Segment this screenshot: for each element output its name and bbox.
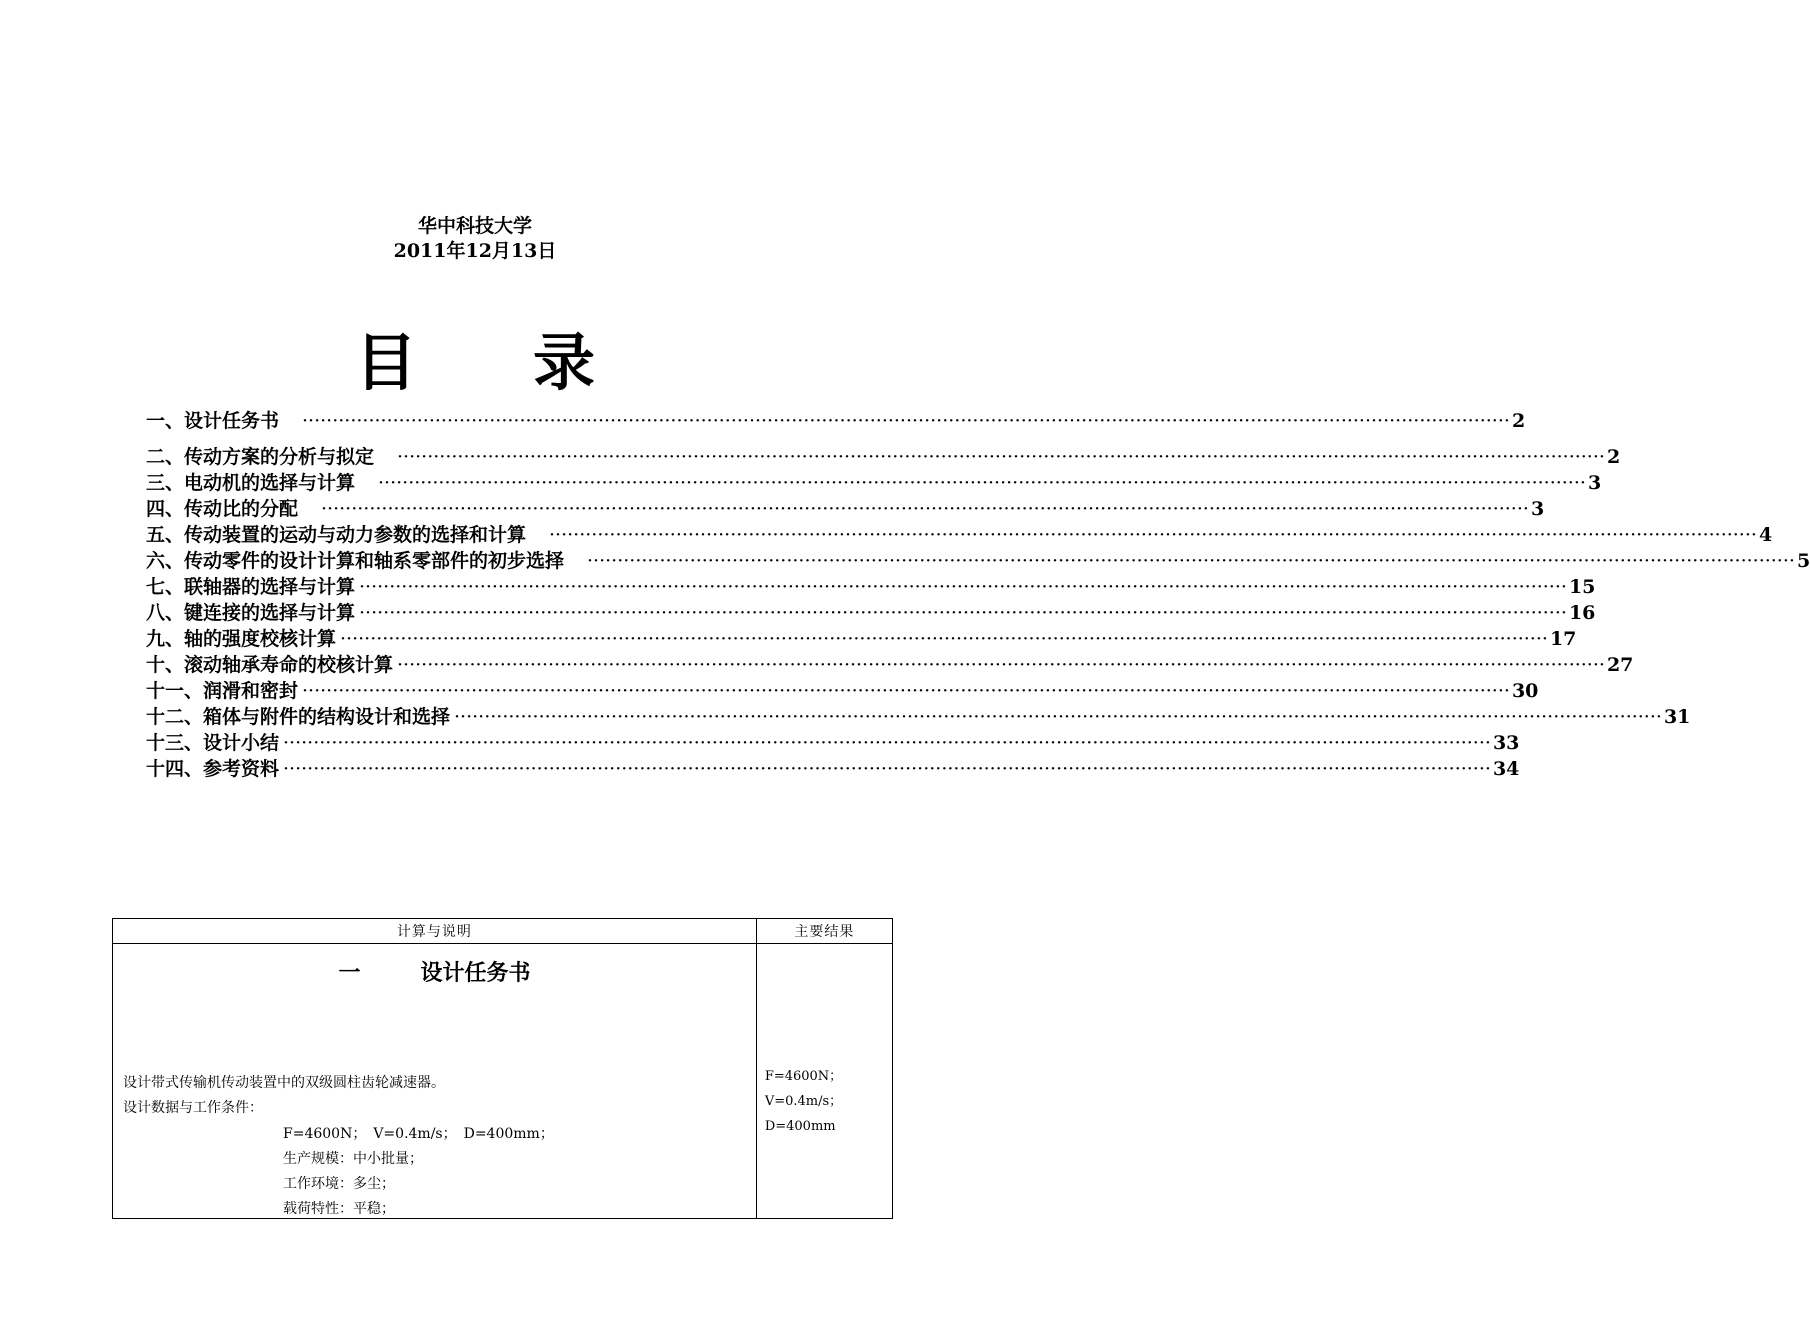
toc-item[interactable] [146,626,1577,652]
calculation-table [112,918,893,1219]
toc-item-page: 17 [1549,628,1577,650]
toc-item-label: 十三、设计小结 [146,732,280,754]
toc-item-page: 34 [1492,758,1520,780]
toc-item-page: 4 [1758,524,1773,546]
intro-text: 设计带式传输机传动装置中的双级圆柱齿轮减速器。 [123,1075,445,1091]
table-header-row [113,919,893,944]
toc-item-label: 九、轴的强度校核计算 [146,628,337,650]
toc-item[interactable] [146,408,1526,434]
toc-title-right: 录 [533,326,596,399]
toc-item-label: 四、传动比的分配 [146,498,318,520]
conditions-label: 设计数据与工作条件： [123,1100,263,1116]
toc-leader-dots: ········································································································································································································ [302,410,1510,432]
section-title: 设计任务书 [420,960,531,986]
toc-leader-dots: ········································································································································································································ [340,628,1548,650]
header-results: 主要结果 [756,919,892,944]
toc-item-page: 15 [1568,576,1596,598]
toc-item[interactable] [146,730,1520,756]
toc-title [0,328,950,398]
toc-item[interactable] [146,470,1602,496]
result-velocity: V=0.4m/s； [764,1094,843,1109]
toc-leader-dots: ········································································································································································································ [454,706,1662,728]
toc-item[interactable] [146,756,1520,782]
toc-item[interactable] [146,704,1691,730]
toc-item-label: 二、传动方案的分析与拟定 [146,446,394,468]
toc-item[interactable] [146,652,1634,678]
scale-text: 生产规模：中小批量； [283,1151,423,1167]
environment-text: 工作环境：多尘； [283,1176,395,1192]
toc-item-page: 30 [1511,680,1539,702]
toc-leader-dots: ········································································································································································································ [587,550,1795,572]
toc-leader-dots: ········································································································································································································ [359,576,1567,598]
section-heading [113,956,756,987]
table-row [113,944,893,1219]
toc-title-left: 目 [354,326,417,399]
toc-item[interactable] [146,600,1596,626]
toc-leader-dots: ········································································································································································································ [397,446,1605,468]
result-diameter: D=400mm [764,1119,836,1134]
toc-item-page: 33 [1492,732,1520,754]
toc-item-page: 2 [1606,446,1621,468]
toc-item-label: 五、传动装置的运动与动力参数的选择和计算 [146,524,546,546]
toc-item-label: 六、传动零件的设计计算和轴系零部件的初步选择 [146,550,584,572]
toc-leader-dots: ········································································································································································································ [549,524,1757,546]
toc-item-page: 3 [1530,498,1545,520]
toc-item[interactable] [146,574,1596,600]
toc-item[interactable] [146,548,1810,574]
toc-item-page: 27 [1606,654,1634,676]
toc-leader-dots: ········································································································································································································ [359,602,1567,624]
section-number: 一 [338,960,361,986]
toc-item-label: 七、联轴器的选择与计算 [146,576,356,598]
params-text: F=4600N； V=0.4m/s； D=400mm； [283,1126,554,1142]
toc-item-page: 16 [1568,602,1596,624]
toc-item[interactable] [146,444,1621,470]
header-calculation: 计算与说明 [113,919,757,944]
calculation-cell [113,944,757,1219]
toc-item-page: 2 [1511,410,1526,432]
toc-item-label: 十一、润滑和密封 [146,680,299,702]
toc-leader-dots: ········································································································································································································ [378,472,1586,494]
toc-item-label: 八、键连接的选择与计算 [146,602,356,624]
toc-item-label: 十四、参考资料 [146,758,280,780]
university-name: 华中科技大学 [417,215,532,237]
document-date: 2011年12月13日 [393,240,557,262]
results-cell [756,944,892,1219]
toc-list [146,408,1810,782]
load-text: 载荷特性：平稳； [283,1201,395,1217]
toc-item-page: 31 [1663,706,1691,728]
toc-leader-dots: ········································································································································································································ [321,498,1529,520]
toc-leader-dots: ········································································································································································································ [283,758,1491,780]
toc-leader-dots: ········································································································································································································ [397,654,1605,676]
toc-leader-dots: ········································································································································································································ [283,732,1491,754]
toc-item-label: 十、滚动轴承寿命的校核计算 [146,654,394,676]
toc-item-label: 十二、箱体与附件的结构设计和选择 [146,706,451,728]
toc-item[interactable] [146,496,1545,522]
toc-item-label: 三、电动机的选择与计算 [146,472,375,494]
result-force: F=4600N； [764,1069,843,1084]
toc-item[interactable] [146,522,1773,548]
toc-item-page: 3 [1587,472,1602,494]
toc-item[interactable] [146,678,1539,704]
toc-item-page: 5 [1796,550,1810,572]
toc-leader-dots: ········································································································································································································ [302,680,1510,702]
toc-item-label: 一、设计任务书 [146,410,299,432]
